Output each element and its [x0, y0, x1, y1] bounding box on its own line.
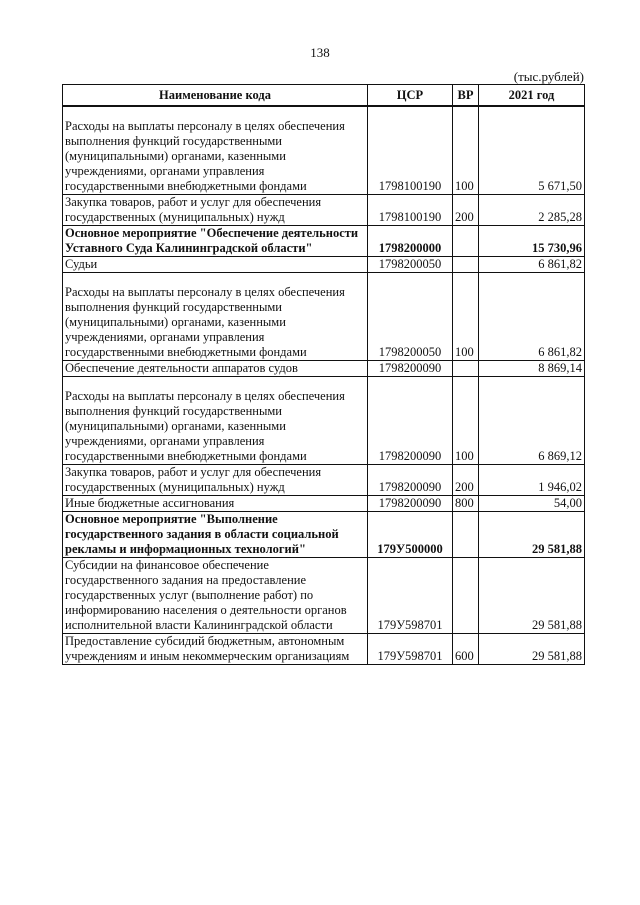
row-name: Расходы на выплаты персоналу в целях обеспечения выполнения функций государственными (муниципальными) органами, казенными учреждениями, органами управления государственными внебюджетными фондами	[63, 106, 368, 195]
row-csr: 1798200000	[368, 226, 453, 257]
row-sum: 15 730,96	[479, 226, 585, 257]
table-row	[63, 634, 585, 665]
table-row	[63, 106, 585, 195]
row-csr: 1798200090	[368, 361, 453, 377]
row-vr	[453, 226, 479, 257]
row-vr	[453, 361, 479, 377]
row-sum: 54,00	[479, 496, 585, 512]
row-csr: 179У598701	[368, 558, 453, 634]
table-row	[63, 361, 585, 377]
row-name: Обеспечение деятельности аппаратов судов	[63, 361, 368, 377]
row-sum: 8 869,14	[479, 361, 585, 377]
row-csr: 179У598701	[368, 634, 453, 665]
row-vr	[453, 512, 479, 558]
row-vr	[453, 257, 479, 273]
row-name: Основное мероприятие "Выполнение государственного задания в области социальной рекламы и информационных технологий"	[63, 512, 368, 558]
table-row	[63, 377, 585, 465]
row-csr: 1798100190	[368, 195, 453, 226]
row-name: Закупка товаров, работ и услуг для обеспечения государственных (муниципальных) нужд	[63, 195, 368, 226]
budget-table	[62, 84, 585, 665]
table-row	[63, 496, 585, 512]
row-vr: 600	[453, 634, 479, 665]
row-name: Субсидии на финансовое обеспечение государственного задания на предоставление государственных услуг (выполнение работ) по информированию населения о деятельности органов исполнительной власти Калининградской области	[63, 558, 368, 634]
row-csr: 1798200090	[368, 377, 453, 465]
row-vr: 200	[453, 465, 479, 496]
row-name: Закупка товаров, работ и услуг для обеспечения государственных (муниципальных) нужд	[63, 465, 368, 496]
row-sum: 6 869,12	[479, 377, 585, 465]
table-row	[63, 558, 585, 634]
table-row	[63, 257, 585, 273]
row-sum: 29 581,88	[479, 634, 585, 665]
table-row	[63, 512, 585, 558]
row-csr: 1798200050	[368, 273, 453, 361]
table-row	[63, 273, 585, 361]
table-row	[63, 195, 585, 226]
row-csr: 1798200090	[368, 465, 453, 496]
table-row	[63, 226, 585, 257]
header-vr: ВР	[453, 85, 479, 107]
row-name: Расходы на выплаты персоналу в целях обеспечения выполнения функций государственными (муниципальными) органами, казенными учреждениями, органами управления государственными внебюджетными фондами	[63, 377, 368, 465]
table-header-row	[63, 85, 585, 107]
header-year: 2021 год	[479, 85, 585, 107]
row-csr: 1798100190	[368, 106, 453, 195]
header-csr: ЦСР	[368, 85, 453, 107]
row-name: Судьи	[63, 257, 368, 273]
row-name: Иные бюджетные ассигнования	[63, 496, 368, 512]
row-sum: 6 861,82	[479, 273, 585, 361]
row-name: Предоставление субсидий бюджетным, автономным учреждениям и иным некоммерческим организациям	[63, 634, 368, 665]
table-row	[63, 465, 585, 496]
row-csr: 179У500000	[368, 512, 453, 558]
units-label: (тыс.рублей)	[513, 69, 584, 84]
row-name: Расходы на выплаты персоналу в целях обеспечения выполнения функций государственными (муниципальными) органами, казенными учреждениями, органами управления государственными внебюджетными фондами	[63, 273, 368, 361]
header-name: Наименование кода	[63, 85, 368, 107]
row-sum: 2 285,28	[479, 195, 585, 226]
row-vr: 200	[453, 195, 479, 226]
row-vr	[453, 558, 479, 634]
row-csr: 1798200050	[368, 257, 453, 273]
row-vr: 100	[453, 106, 479, 195]
row-vr: 100	[453, 377, 479, 465]
row-vr: 100	[453, 273, 479, 361]
row-name: Основное мероприятие "Обеспечение деятельности Уставного Суда Калининградской области"	[63, 226, 368, 257]
row-sum: 29 581,88	[479, 558, 585, 634]
row-sum: 5 671,50	[479, 106, 585, 195]
row-vr: 800	[453, 496, 479, 512]
row-sum: 1 946,02	[479, 465, 585, 496]
row-csr: 1798200090	[368, 496, 453, 512]
row-sum: 6 861,82	[479, 257, 585, 273]
row-sum: 29 581,88	[479, 512, 585, 558]
page-number: 138	[310, 45, 330, 60]
